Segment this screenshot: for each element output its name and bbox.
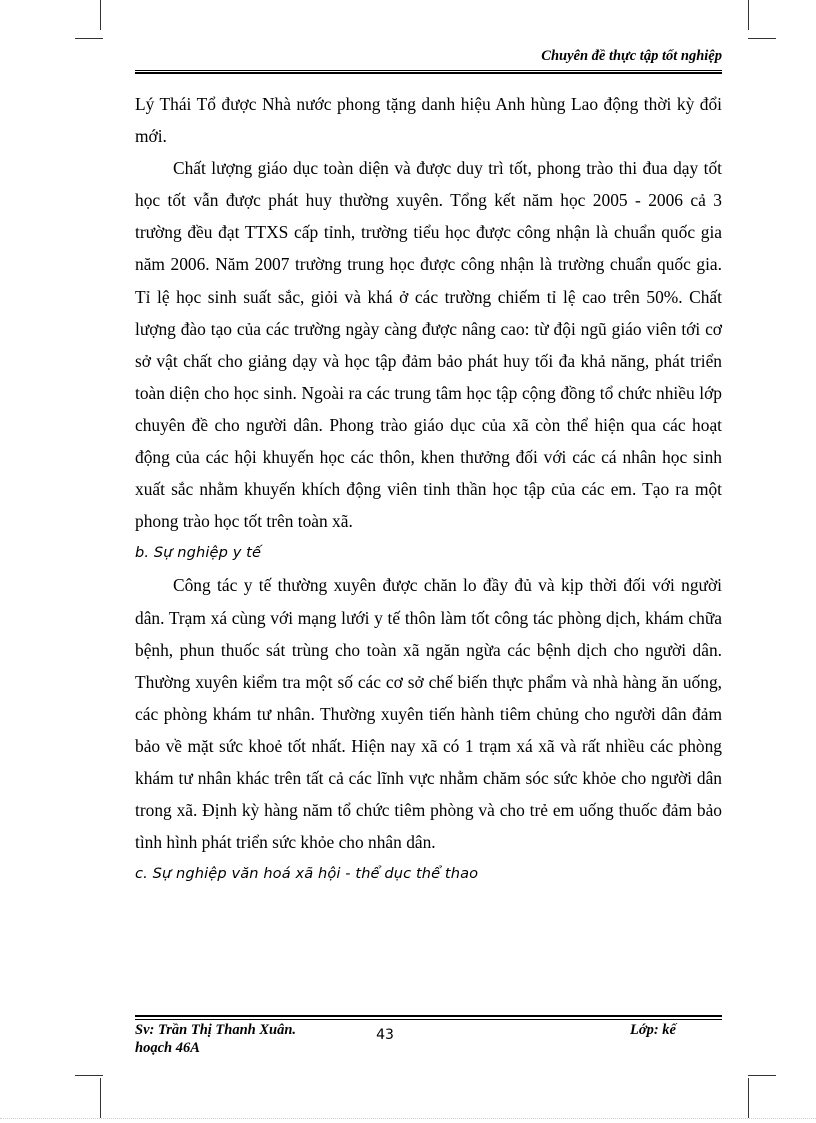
running-header: Chuyên đề thực tập tốt nghiệp: [541, 48, 722, 64]
page-number: 43: [376, 1027, 394, 1043]
footer-student: [135, 1021, 355, 1057]
paragraph-education: Chất lượng giáo dục toàn diện và được duy trì tốt, phong trào thi đua dạy tốt học tốt vẫn được phát huy thường xuyên. Tổng kết năm học 2005 - 2006 cả 3 trường đều đạt TTXS cấp tỉnh, trường tiểu học được công nhận là chuẩn quốc gia năm 2006. Năm 2007 trường trung học được công nhận là trường chuẩn quốc gia. Tỉ lệ học sinh suất sắc, giỏi và khá ở các trường chiếm tỉ lệ cao trên 50%. Chất lượng đào tạo của các trường ngày càng được nâng cao: từ đội ngũ giáo viên tới cơ sở vật chất cho giảng dạy và học tập đảm bảo phát huy tối đa khả năng, phát triển toàn diện cho học sinh. Ngoài ra các trung tâm học tập cộng đồng tổ chức nhiều lớp chuyên đề cho người dân. Phong trào giáo dục của xã còn thể hiện qua các hoạt động của các hội khuyến học các thôn, khen thưởng đối với các cá nhân học sinh xuất sắc nhằm khuyến khích động viên tinh thần học tập của các em. Tạo ra một phong trào học tốt trên toàn xã.: [135, 158, 722, 532]
paragraph-continuation: Lý Thái Tổ được Nhà nước phong tặng danh hiệu Anh hùng Lao động thời kỳ đổi mới.: [135, 94, 722, 147]
body-text: [135, 88, 722, 890]
crop-mark-bottom-left-vertical: [100, 1078, 101, 1118]
header-rule-thick: [135, 72, 722, 74]
paragraph-healthcare: Công tác y tế thường xuyên được chăn lo đầy đủ và kịp thời đối với người dân. Trạm xá cùng với mạng lưới y tế thôn làm tốt công tác phòng dịch, khám chữa bệnh, phun thuốc sát trùng cho toàn xã ngăn ngừa các bệnh dịch cho người dân. Thường xuyên kiểm tra một số các cơ sở chế biến thực phẩm và nhà hàng ăn uống, các phòng khám tư nhân. Thường xuyên tiến hành tiêm chủng cho người dân đảm bảo về mặt sức khoẻ tốt nhất. Hiện nay xã có 1 trạm xá xã và rất nhiều các phòng khám tư nhân khác trên tất cả các lĩnh vực nhằm chăm sóc sức khỏe cho người dân trong xã. Định kỳ hàng năm tổ chức tiêm phòng và cho trẻ em uống thuốc đảm bảo tình hình phát triển sức khỏe cho nhân dân.: [135, 575, 722, 853]
footer-student-name: Sv: Trần Thị Thanh Xuân.: [135, 1022, 297, 1038]
crop-mark-top-right-vertical: [748, 0, 749, 30]
crop-mark-bottom-right-horizontal: [748, 1075, 776, 1076]
crop-mark-top-right-horizontal: [748, 38, 776, 39]
crop-mark-top-left-vertical: [100, 0, 101, 30]
footer-class-label: Lớp: kế: [629, 1022, 676, 1038]
footer-rule-thick: [135, 1015, 722, 1017]
crop-mark-bottom-left-horizontal: [75, 1075, 103, 1076]
footer-rule: [135, 1019, 722, 1020]
footer-student-class: hoạch 46A: [135, 1040, 200, 1056]
crop-mark-top-left-horizontal: [75, 38, 103, 39]
subheading-healthcare: b. Sự nghiệp y tế: [135, 544, 262, 562]
crop-mark-bottom-right-vertical: [748, 1078, 749, 1118]
header-rule: [135, 70, 722, 71]
subheading-culture-sports: c. Sự nghiệp văn hoá xã hội - thể dục thể thao: [135, 865, 479, 883]
page-edge-divider: [0, 1118, 816, 1119]
